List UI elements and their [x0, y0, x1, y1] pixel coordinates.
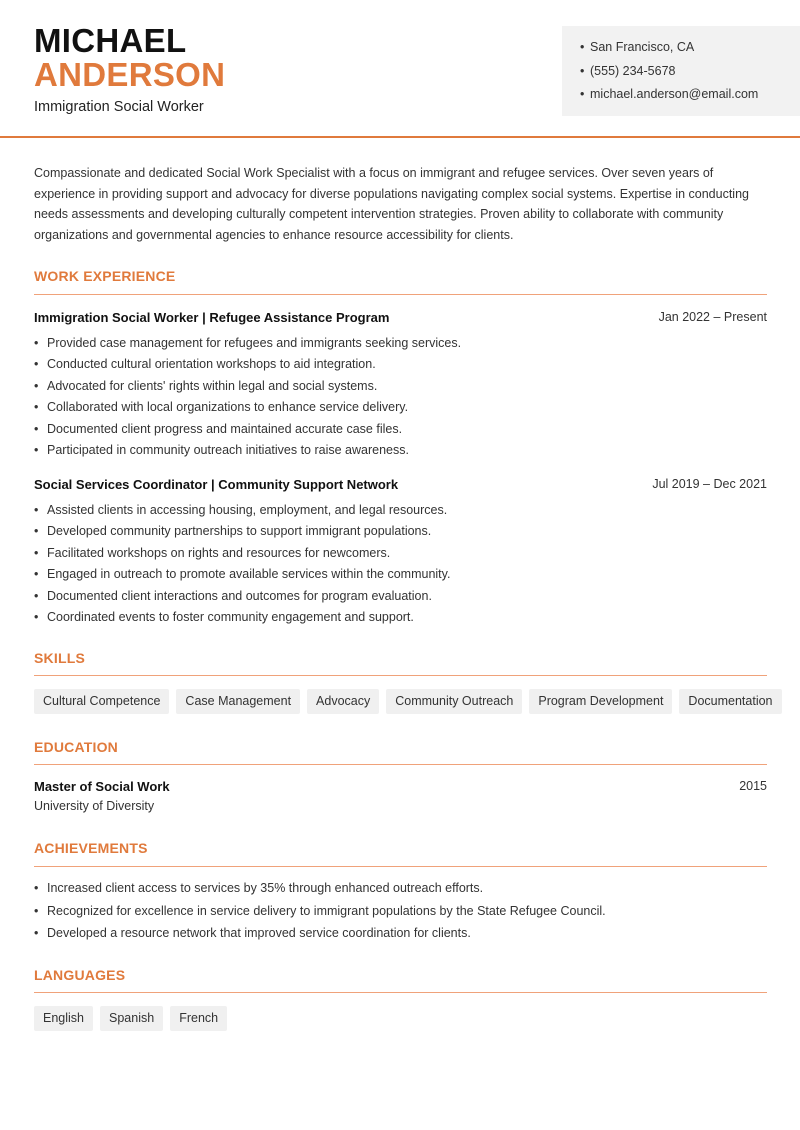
list-item: • Facilitated workshops on rights and resources for newcomers. — [34, 543, 767, 564]
job-role: Immigration Social Worker | Refugee Assistance Program — [34, 310, 390, 325]
job-bullets — [34, 333, 767, 461]
first-name: MICHAEL — [34, 22, 187, 59]
skill-chip: Advocacy — [307, 689, 379, 714]
list-item: • Conducted cultural orientation workshops to aid integration. — [34, 354, 767, 375]
list-item: • Coordinated events to foster community engagement and support. — [34, 607, 767, 628]
section-divider — [34, 294, 767, 295]
skill-chip: Program Development — [529, 689, 672, 714]
section-title-work: WORK EXPERIENCE — [34, 268, 176, 284]
list-item: • Increased client access to services by 35% through enhanced outreach efforts. — [34, 878, 767, 901]
list-item: • Assisted clients in accessing housing, employment, and legal resources. — [34, 500, 767, 521]
section-title-achievements: ACHIEVEMENTS — [34, 840, 148, 856]
contact-phone: • (555) 234-5678 — [580, 60, 800, 84]
list-item: • Advocated for clients' rights within legal and social systems. — [34, 376, 767, 397]
job-header — [34, 477, 767, 492]
section-divider — [34, 764, 767, 765]
list-item: • Documented client progress and maintained accurate case files. — [34, 419, 767, 440]
job-header — [34, 310, 767, 325]
skill-chip: Documentation — [679, 689, 781, 714]
section-divider — [34, 992, 767, 993]
list-item: • Recognized for excellence in service delivery to immigrant populations by the State Refugee Council. — [34, 901, 767, 924]
skills-list — [34, 689, 782, 714]
skill-chip: Community Outreach — [386, 689, 522, 714]
section-divider — [34, 866, 767, 867]
language-chip: Spanish — [100, 1006, 163, 1031]
resume-header — [0, 0, 800, 138]
job-dates: Jan 2022 – Present — [658, 310, 767, 324]
skill-chip: Cultural Competence — [34, 689, 169, 714]
section-title-languages: LANGUAGES — [34, 967, 126, 983]
language-chip: English — [34, 1006, 93, 1031]
achievements-list — [34, 878, 767, 946]
job-bullets — [34, 500, 767, 628]
job-dates: Jul 2019 – Dec 2021 — [652, 477, 767, 491]
list-item: • Provided case management for refugees and immigrants seeking services. — [34, 333, 767, 354]
skill-chip: Case Management — [176, 689, 300, 714]
list-item: • Developed community partnerships to support immigrant populations. — [34, 521, 767, 542]
section-title-skills: SKILLS — [34, 650, 85, 666]
contact-location: • San Francisco, CA — [580, 36, 800, 60]
list-item: • Engaged in outreach to promote available services within the community. — [34, 564, 767, 585]
professional-summary: Compassionate and dedicated Social Work Specialist with a focus on immigrant and refugee services. Over seven years of experience in providing support and advocacy for diverse populations navigating complex social systems. Expertise in conducting needs assessments and developing culturally competent intervention strategies. Proven ability to collaborate with community organizations and governmental agencies to enhance resource accessibility for clients. — [34, 166, 749, 243]
job-title: Immigration Social Worker — [34, 99, 204, 115]
contact-box — [562, 26, 800, 116]
list-item: • Documented client interactions and outcomes for program evaluation. — [34, 586, 767, 607]
list-item: • Participated in community outreach initiatives to raise awareness. — [34, 440, 767, 461]
contact-email: • michael.anderson@email.com — [580, 83, 800, 107]
education-degree: Master of Social Work — [34, 779, 170, 794]
language-chip: French — [170, 1006, 227, 1031]
last-name: ANDERSON — [34, 56, 226, 93]
section-divider — [34, 675, 767, 676]
education-school: University of Diversity — [34, 799, 155, 813]
languages-list — [34, 1006, 227, 1031]
section-title-education: EDUCATION — [34, 739, 118, 755]
education-year: 2015 — [739, 779, 767, 793]
list-item: • Developed a resource network that improved service coordination for clients. — [34, 923, 767, 946]
job-role: Social Services Coordinator | Community Support Network — [34, 477, 399, 492]
list-item: • Collaborated with local organizations to enhance service delivery. — [34, 397, 767, 418]
